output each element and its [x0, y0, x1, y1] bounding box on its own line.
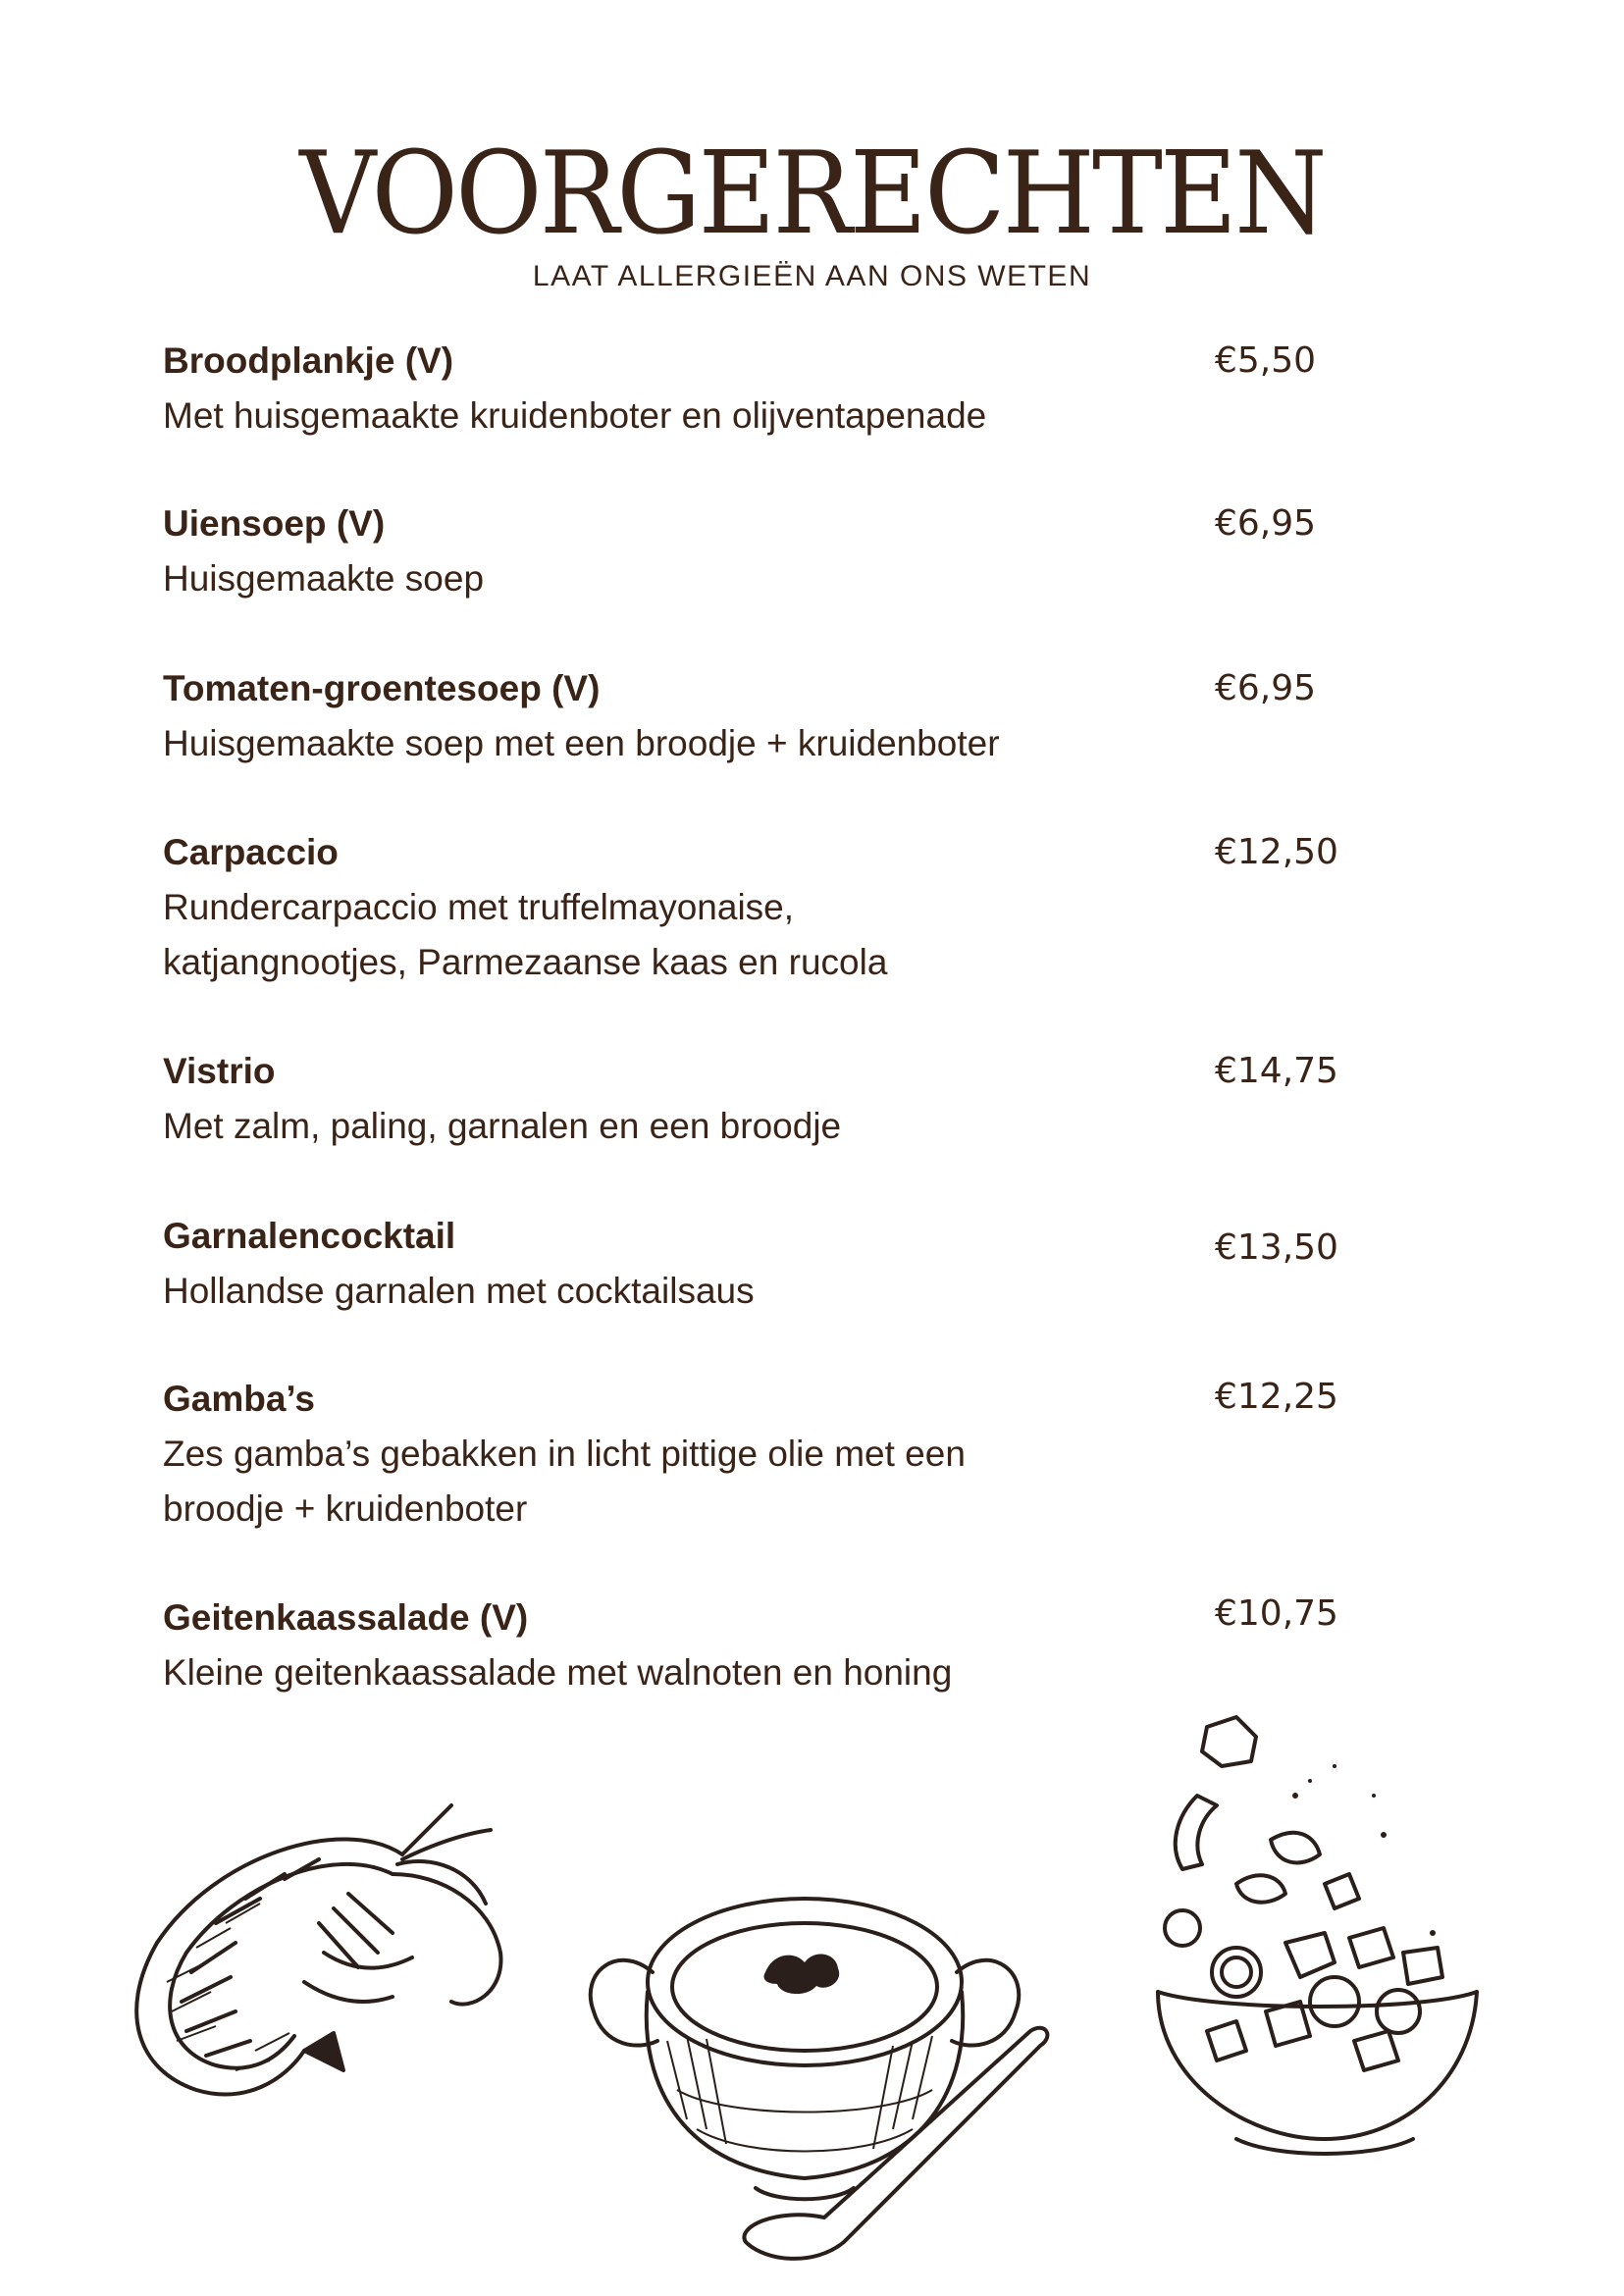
menu-item-price: €6,95 — [1215, 503, 1317, 544]
menu-item-name: Tomaten-groentesoep (V) — [163, 668, 601, 708]
page-subtitle: LAAT ALLERGIEËN AAN ONS WETEN — [532, 260, 1092, 292]
menu-item-name: Uiensoep (V) — [163, 503, 386, 544]
menu-item-garnalencocktail — [163, 1209, 1340, 1319]
page-title: VOORGERECHTEN — [299, 128, 1325, 260]
menu-item-name: Vistrio — [163, 1051, 276, 1091]
menu-item-price: €10,75 — [1215, 1593, 1338, 1634]
menu-item-description: Hollandse garnalen met cocktailsaus — [163, 1271, 755, 1311]
menu-item-name: Broodplankje (V) — [163, 340, 454, 381]
menu-item-vistrio — [163, 1044, 1340, 1154]
menu-item-price: €12,25 — [1215, 1377, 1338, 1417]
menu-item-description: Kleine geitenkaassalade met walnoten en honing — [163, 1652, 953, 1693]
menu-item-description: Met zalm, paling, garnalen en een broodje — [163, 1106, 842, 1146]
menu-item-uiensoep — [163, 496, 1340, 606]
menu-item-price: €6,95 — [1215, 668, 1317, 708]
menu-item-description: Huisgemaakte soep — [163, 558, 485, 599]
menu-item-price: €12,50 — [1215, 832, 1338, 872]
menu-item-description: Met huisgemaakte kruidenboter en olijventapenade — [163, 395, 987, 436]
menu-item-price: €13,50 — [1215, 1227, 1338, 1268]
menu-item-price: €14,75 — [1215, 1051, 1338, 1091]
menu-item-carpaccio — [163, 825, 1340, 990]
menu-item-description: Rundercarpaccio met truffelmayonaise, — [163, 887, 795, 927]
menu-item-geitenkaassalade — [163, 1591, 1340, 1700]
soup-bowl-icon — [579, 1864, 1070, 2286]
menu-item-description: broodje + kruidenboter — [163, 1488, 528, 1529]
menu-item-name: Carpaccio — [163, 832, 339, 872]
menu-item-tomaten-groentesoep — [163, 661, 1340, 771]
menu-item-price: €5,50 — [1215, 340, 1317, 381]
menu-item-description: Huisgemaakte soep met een broodje + kruidenboter — [163, 723, 1000, 763]
menu-item-broodplankje — [163, 334, 1340, 444]
shrimp-icon — [98, 1776, 520, 2139]
menu-item-description: Zes gamba’s gebakken in licht pittige olie met een — [163, 1434, 966, 1474]
menu-item-name: Gamba’s — [163, 1379, 315, 1419]
salad-bowl-icon — [1138, 1707, 1492, 2168]
menu-item-gambas — [163, 1372, 1340, 1537]
menu-item-name: Geitenkaassalade (V) — [163, 1597, 529, 1638]
menu-item-name: Garnalencocktail — [163, 1216, 456, 1256]
menu-item-description: katjangnootjes, Parmezaanse kaas en rucola — [163, 942, 888, 982]
